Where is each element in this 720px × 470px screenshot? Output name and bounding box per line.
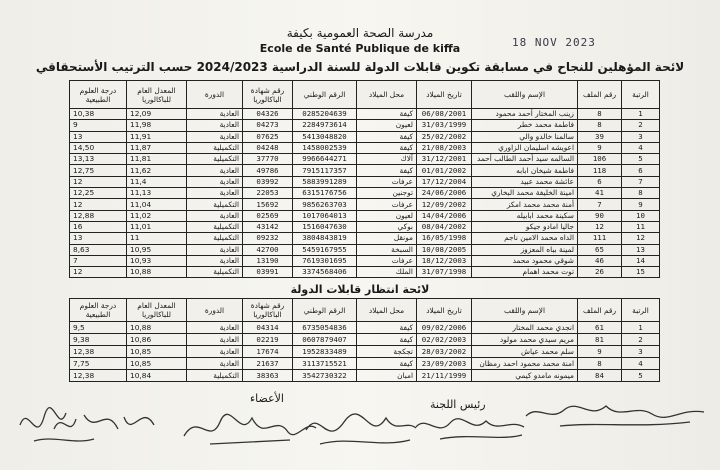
cell-bac: 02569 <box>243 210 293 221</box>
table-row <box>70 120 660 131</box>
cell-nni: 7619301695 <box>293 255 357 266</box>
cell-science: 10,38 <box>70 109 127 120</box>
cell-bac: 04326 <box>243 109 293 120</box>
cell-bac: 09232 <box>243 233 293 244</box>
cell-nni: 5459167955 <box>293 244 357 255</box>
cell-name: جاليا امادو جيكو <box>472 221 578 232</box>
cell-name: امينة الخليفة محمد البخاري <box>472 188 578 199</box>
cell-average: 12,09 <box>127 109 187 120</box>
cell-rank: 4 <box>622 142 660 153</box>
committee-head-label: رئيس اللجنة <box>430 398 486 411</box>
cell-pob: السبخة <box>357 244 417 255</box>
waiting-table <box>69 298 660 382</box>
cell-name: عائشة محمد عبيد <box>472 176 578 187</box>
cell-session: العادية <box>187 131 243 142</box>
signature-committee-head <box>410 405 530 450</box>
col-nni: الرقم الوطني <box>293 81 357 109</box>
col-name: الإسم واللقب <box>472 299 578 322</box>
cell-file: 8 <box>578 120 622 131</box>
table-row <box>70 210 660 221</box>
cell-rank: 6 <box>622 165 660 176</box>
admitted-table <box>69 80 660 278</box>
cell-name: اعويشه اسليمان الزاوري <box>472 142 578 153</box>
cell-pob: لعيون <box>357 210 417 221</box>
cell-nni: 3374568406 <box>293 267 357 278</box>
cell-session: التكميلية <box>187 142 243 153</box>
cell-nni: 9856263703 <box>293 199 357 210</box>
table-row <box>70 255 660 266</box>
cell-nni: 1017064013 <box>293 210 357 221</box>
cell-session: العادية <box>187 165 243 176</box>
cell-average: 10,93 <box>127 255 187 266</box>
cell-nni: 3113715521 <box>293 358 357 370</box>
cell-nni: 6315176756 <box>293 188 357 199</box>
cell-nni: 3804843819 <box>293 233 357 244</box>
cell-session: التكميلية <box>187 221 243 232</box>
cell-nni: 1458002539 <box>293 142 357 153</box>
cell-science: 12 <box>70 176 127 187</box>
cell-science: 12,38 <box>70 346 127 358</box>
cell-science: 9 <box>70 120 127 131</box>
cell-pob: عرفات <box>357 255 417 266</box>
cell-file: 65 <box>578 244 622 255</box>
cell-average: 10,88 <box>127 267 187 278</box>
cell-science: 16 <box>70 221 127 232</box>
cell-average: 11,87 <box>127 142 187 153</box>
cell-nni: 0607879407 <box>293 334 357 346</box>
cell-dob: 31/12/2001 <box>417 154 472 165</box>
cell-session: العادية <box>187 346 243 358</box>
cell-pob: كيفة <box>357 322 417 334</box>
col-science: درجة العلوم الطبيعية <box>70 81 127 109</box>
cell-science: 12,25 <box>70 188 127 199</box>
cell-bac: 42700 <box>243 244 293 255</box>
col-file: رقم الملف <box>578 299 622 322</box>
cell-average: 10,84 <box>127 370 187 382</box>
cell-pob: عرفات <box>357 199 417 210</box>
cell-nni: 9966644271 <box>293 154 357 165</box>
table-row <box>70 176 660 187</box>
cell-session: العادية <box>187 210 243 221</box>
cell-session: التكميلية <box>187 233 243 244</box>
cell-session: التكميلية <box>187 199 243 210</box>
cell-pob: كيفة <box>357 334 417 346</box>
table-row <box>70 358 660 370</box>
admitted-list-title: لائحة المؤهلين للنجاح في مسابقة تكوين قابلات الدولة للسنة الدراسية 2024/2023 حسب الترتيب الأستحقاقي <box>35 60 685 74</box>
cell-bac: 43142 <box>243 221 293 232</box>
cell-session: العادية <box>187 109 243 120</box>
col-session: الدورة <box>187 299 243 322</box>
cell-pob: لعيون <box>357 120 417 131</box>
cell-file: 9 <box>578 346 622 358</box>
cell-name: سالمنا خالدو والي <box>472 131 578 142</box>
cell-nni: 5413048820 <box>293 131 357 142</box>
cell-pob: مونقل <box>357 233 417 244</box>
cell-rank: 2 <box>622 120 660 131</box>
cell-bac: 37770 <box>243 154 293 165</box>
cell-dob: 06/08/2001 <box>417 109 472 120</box>
school-name-arabic: مدرسة الصحة العمومية بكيفة <box>286 26 434 40</box>
cell-dob: 12/09/2002 <box>417 199 472 210</box>
col-science: درجة العلوم الطبيعية <box>70 299 127 322</box>
cell-pob: بوكي <box>357 221 417 232</box>
signature-member-1 <box>14 395 174 455</box>
cell-bac: 04314 <box>243 322 293 334</box>
cell-name: زينب المختار أحمد محمود <box>472 109 578 120</box>
cell-average: 11,13 <box>127 188 187 199</box>
cell-session: التكميلية <box>187 267 243 278</box>
cell-science: 9,5 <box>70 322 127 334</box>
table-row <box>70 267 660 278</box>
signature-member-2 <box>180 402 320 452</box>
table-row <box>70 233 660 244</box>
cell-dob: 16/05/1998 <box>417 233 472 244</box>
cell-science: 13,13 <box>70 154 127 165</box>
table-row <box>70 221 660 232</box>
cell-bac: 03992 <box>243 176 293 187</box>
cell-science: 12 <box>70 267 127 278</box>
cell-name: مريم سيدي محمد مولود <box>472 334 578 346</box>
col-file: رقم الملف <box>578 81 622 109</box>
cell-file: 84 <box>578 370 622 382</box>
cell-dob: 25/02/2002 <box>417 131 472 142</box>
cell-file: 8 <box>578 109 622 120</box>
cell-pob: كيفة <box>357 131 417 142</box>
signature-member-3 <box>300 400 420 455</box>
cell-file: 90 <box>578 210 622 221</box>
cell-average: 11,01 <box>127 221 187 232</box>
cell-file: 81 <box>578 334 622 346</box>
table-row <box>70 165 660 176</box>
cell-file: 118 <box>578 165 622 176</box>
cell-science: 12 <box>70 199 127 210</box>
cell-dob: 14/04/2006 <box>417 210 472 221</box>
cell-science: 7,75 <box>70 358 127 370</box>
cell-average: 11,91 <box>127 131 187 142</box>
cell-pob: عرفات <box>357 176 417 187</box>
date-stamp: 18 NOV 2023 <box>512 36 596 49</box>
cell-rank: 7 <box>622 176 660 187</box>
cell-pob: كيفة <box>357 109 417 120</box>
col-dob: تاريخ الميلاد <box>417 81 472 109</box>
cell-rank: 13 <box>622 244 660 255</box>
cell-rank: 4 <box>622 358 660 370</box>
cell-bac: 13190 <box>243 255 293 266</box>
cell-bac: 02219 <box>243 334 293 346</box>
cell-file: 12 <box>578 221 622 232</box>
cell-bac: 07625 <box>243 131 293 142</box>
cell-file: 26 <box>578 267 622 278</box>
cell-rank: 5 <box>622 370 660 382</box>
table-row <box>70 334 660 346</box>
cell-pob: الملك <box>357 267 417 278</box>
cell-rank: 14 <box>622 255 660 266</box>
cell-session: العادية <box>187 176 243 187</box>
cell-name: شوقي محمود محمد <box>472 255 578 266</box>
cell-name: الداه محمد الامين ناجم <box>472 233 578 244</box>
cell-nni: 2284973614 <box>293 120 357 131</box>
cell-nni: 1516047630 <box>293 221 357 232</box>
cell-session: العادية <box>187 188 243 199</box>
cell-name: سلم محمد عياش <box>472 346 578 358</box>
col-average: المعدل العام للباكالوريا <box>127 81 187 109</box>
cell-science: 12,38 <box>70 370 127 382</box>
admitted-table-header <box>70 81 660 109</box>
table-row <box>70 131 660 142</box>
cell-bac: 04248 <box>243 142 293 153</box>
table-row <box>70 199 660 210</box>
cell-pob: آلاك <box>357 154 417 165</box>
cell-dob: 23/09/2003 <box>417 358 472 370</box>
col-pob: محل الميلاد <box>357 81 417 109</box>
signature-right <box>520 392 710 437</box>
cell-session: العادية <box>187 255 243 266</box>
table-row <box>70 322 660 334</box>
cell-nni: 7915117357 <box>293 165 357 176</box>
waiting-table-body <box>70 322 660 382</box>
cell-average: 11,98 <box>127 120 187 131</box>
cell-average: 10,88 <box>127 322 187 334</box>
table-row <box>70 154 660 165</box>
col-nni: الرقم الوطني <box>293 299 357 322</box>
cell-science: 7 <box>70 255 127 266</box>
cell-file: 9 <box>578 142 622 153</box>
cell-nni: 3542730322 <box>293 370 357 382</box>
cell-rank: 3 <box>622 346 660 358</box>
cell-average: 11,4 <box>127 176 187 187</box>
cell-file: 7 <box>578 199 622 210</box>
cell-rank: 15 <box>622 267 660 278</box>
school-name-french: Ecole de Santé Publique de kiffa <box>259 42 461 55</box>
cell-rank: 2 <box>622 334 660 346</box>
cell-name: لمينة بباه المعزوز <box>472 244 578 255</box>
table-row <box>70 370 660 382</box>
cell-average: 11,02 <box>127 210 187 221</box>
cell-file: 111 <box>578 233 622 244</box>
cell-dob: 08/04/2002 <box>417 221 472 232</box>
cell-science: 14,50 <box>70 142 127 153</box>
cell-bac: 22053 <box>243 188 293 199</box>
cell-dob: 21/11/1999 <box>417 370 472 382</box>
cell-average: 10,86 <box>127 334 187 346</box>
cell-name: فاطمة محمد خطر <box>472 120 578 131</box>
cell-bac: 15692 <box>243 199 293 210</box>
members-label: الأعضاء <box>250 392 284 405</box>
cell-rank: 1 <box>622 322 660 334</box>
col-average: المعدل العام للباكالوريا <box>127 299 187 322</box>
cell-science: 12,88 <box>70 210 127 221</box>
cell-session: العادية <box>187 322 243 334</box>
waiting-list-title: لائحة انتظار قابلات الدولة <box>290 283 430 296</box>
cell-science: 9,38 <box>70 334 127 346</box>
col-rank: الرتبة <box>622 81 660 109</box>
table-row <box>70 109 660 120</box>
cell-dob: 02/02/2003 <box>417 334 472 346</box>
cell-rank: 1 <box>622 109 660 120</box>
cell-name: فاطمة شيخان ابابه <box>472 165 578 176</box>
cell-pob: كيفة <box>357 142 417 153</box>
cell-file: 46 <box>578 255 622 266</box>
cell-pob: امبان <box>357 370 417 382</box>
table-row <box>70 244 660 255</box>
cell-science: 13 <box>70 131 127 142</box>
cell-average: 10,85 <box>127 346 187 358</box>
cell-bac: 04273 <box>243 120 293 131</box>
cell-pob: كيفة <box>357 358 417 370</box>
cell-name: امنة محمد محمود احمد رمظان <box>472 358 578 370</box>
cell-rank: 3 <box>622 131 660 142</box>
waiting-table-header <box>70 299 660 322</box>
col-bac: رقم شهادة الباكالوريا <box>243 299 293 322</box>
col-rank: الرتبة <box>622 299 660 322</box>
cell-dob: 24/06/2006 <box>417 188 472 199</box>
cell-dob: 01/01/2002 <box>417 165 472 176</box>
cell-average: 10,95 <box>127 244 187 255</box>
cell-rank: 10 <box>622 210 660 221</box>
cell-rank: 9 <box>622 199 660 210</box>
cell-dob: 21/08/2003 <box>417 142 472 153</box>
cell-rank: 8 <box>622 188 660 199</box>
cell-dob: 17/12/2004 <box>417 176 472 187</box>
cell-average: 11,81 <box>127 154 187 165</box>
table-row <box>70 142 660 153</box>
table-row <box>70 346 660 358</box>
table-row <box>70 188 660 199</box>
cell-name: السالمه سيد أحمد الطالب أحمد <box>472 154 578 165</box>
cell-session: العادية <box>187 244 243 255</box>
cell-session: التكميلية <box>187 154 243 165</box>
cell-average: 11,04 <box>127 199 187 210</box>
cell-bac: 38363 <box>243 370 293 382</box>
cell-average: 11 <box>127 233 187 244</box>
cell-file: 39 <box>578 131 622 142</box>
cell-pob: تجكجة <box>357 346 417 358</box>
cell-dob: 31/07/1998 <box>417 267 472 278</box>
cell-file: 106 <box>578 154 622 165</box>
cell-session: العادية <box>187 358 243 370</box>
cell-rank: 12 <box>622 233 660 244</box>
cell-dob: 09/02/2006 <box>417 322 472 334</box>
cell-pob: توجنين <box>357 188 417 199</box>
cell-science: 8,63 <box>70 244 127 255</box>
cell-nni: 0285204639 <box>293 109 357 120</box>
cell-nni: 6735054836 <box>293 322 357 334</box>
cell-name: سكينة محمد ابابيله <box>472 210 578 221</box>
cell-rank: 5 <box>622 154 660 165</box>
col-pob: محل الميلاد <box>357 299 417 322</box>
cell-science: 13 <box>70 233 127 244</box>
cell-pob: كيفة <box>357 165 417 176</box>
cell-dob: 31/03/1999 <box>417 120 472 131</box>
cell-session: التكميلية <box>187 370 243 382</box>
cell-average: 10,85 <box>127 358 187 370</box>
cell-dob: 28/03/2002 <box>417 346 472 358</box>
cell-bac: 03991 <box>243 267 293 278</box>
cell-bac: 17674 <box>243 346 293 358</box>
cell-nni: 1952833489 <box>293 346 357 358</box>
cell-name: أمنة محمد محمد امكز <box>472 199 578 210</box>
cell-bac: 21637 <box>243 358 293 370</box>
cell-session: العادية <box>187 334 243 346</box>
cell-rank: 11 <box>622 221 660 232</box>
cell-average: 11,62 <box>127 165 187 176</box>
cell-file: 8 <box>578 358 622 370</box>
cell-file: 41 <box>578 188 622 199</box>
cell-name: توت محمد اهمام <box>472 267 578 278</box>
cell-name: ميمونه مامدو كيمي <box>472 370 578 382</box>
cell-dob: 18/12/2003 <box>417 255 472 266</box>
col-bac: رقم شهادة الباكالوريا <box>243 81 293 109</box>
cell-science: 12,75 <box>70 165 127 176</box>
col-name: الإسم واللقب <box>472 81 578 109</box>
cell-nni: 5883991289 <box>293 176 357 187</box>
admitted-table-body <box>70 109 660 278</box>
cell-bac: 49786 <box>243 165 293 176</box>
cell-file: 6 <box>578 176 622 187</box>
col-session: الدورة <box>187 81 243 109</box>
cell-file: 61 <box>578 322 622 334</box>
cell-session: العادية <box>187 120 243 131</box>
cell-name: انجدي محمد المختار <box>472 322 578 334</box>
cell-dob: 10/08/2005 <box>417 244 472 255</box>
col-dob: تاريخ الميلاد <box>417 299 472 322</box>
